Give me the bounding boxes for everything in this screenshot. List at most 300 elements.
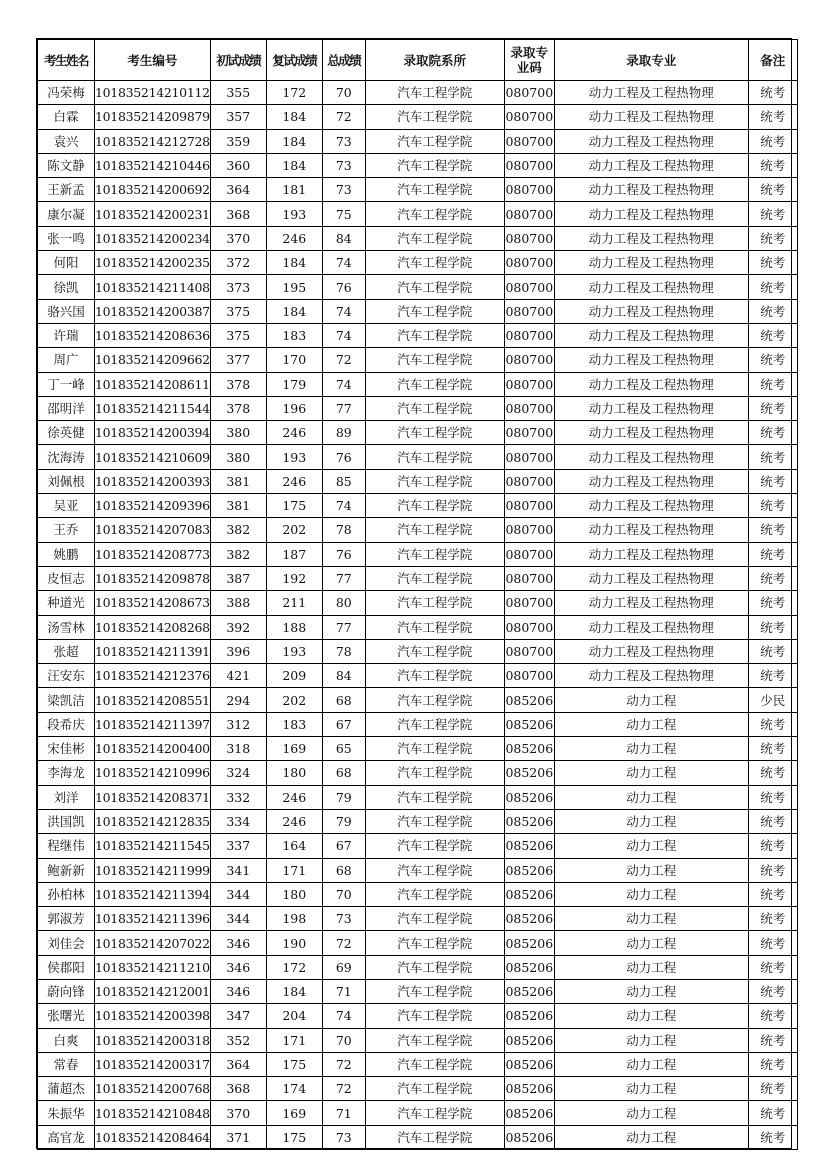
cell-total-score: 72: [322, 105, 365, 129]
cell-department: 汽车工程学院: [365, 785, 504, 809]
cell-major: 动力工程及工程热物理: [554, 323, 748, 347]
cell-department: 汽车工程学院: [365, 639, 504, 663]
table-row: [38, 566, 798, 590]
cell-major-code: 080700: [504, 275, 554, 299]
cell-total-score: 78: [322, 639, 365, 663]
cell-department: 汽车工程学院: [365, 81, 504, 105]
cell-initial-score: 382: [210, 518, 266, 542]
cell-retest-score: 180: [266, 882, 322, 906]
cell-total-score: 77: [322, 566, 365, 590]
cell-department: 汽车工程学院: [365, 1077, 504, 1101]
cell-exam-id: 101835214200398: [95, 1004, 211, 1028]
header-retest-score: 复试成绩: [266, 40, 322, 81]
cell-major-code: 080700: [504, 566, 554, 590]
cell-initial-score: 357: [210, 105, 266, 129]
cell-department: 汽车工程学院: [365, 129, 504, 153]
cell-total-score: 68: [322, 761, 365, 785]
cell-major-code: 080700: [504, 251, 554, 275]
cell-name: 康尔凝: [38, 202, 95, 226]
cell-name: 周广: [38, 348, 95, 372]
cell-name: 刘佩根: [38, 469, 95, 493]
cell-total-score: 75: [322, 202, 365, 226]
cell-exam-id: 101835214200231: [95, 202, 211, 226]
cell-initial-score: 334: [210, 809, 266, 833]
cell-major: 动力工程及工程热物理: [554, 178, 748, 202]
cell-department: 汽车工程学院: [365, 566, 504, 590]
cell-exam-id: 101835214211999: [95, 858, 211, 882]
cell-department: 汽车工程学院: [365, 664, 504, 688]
cell-initial-score: 378: [210, 372, 266, 396]
cell-remark: 统考: [748, 1052, 797, 1076]
table-row: [38, 1004, 798, 1028]
cell-remark: 统考: [748, 129, 797, 153]
cell-name: 刘佳会: [38, 931, 95, 955]
cell-exam-id: 101835214207022: [95, 931, 211, 955]
cell-name: 何阳: [38, 251, 95, 275]
cell-total-score: 74: [322, 251, 365, 275]
cell-remark: 统考: [748, 809, 797, 833]
cell-remark: 少民: [748, 688, 797, 712]
cell-major-code: 085206: [504, 737, 554, 761]
cell-major-code: 085206: [504, 688, 554, 712]
cell-exam-id: 101835214200317: [95, 1052, 211, 1076]
cell-name: 段希庆: [38, 712, 95, 736]
cell-total-score: 70: [322, 1028, 365, 1052]
cell-department: 汽车工程学院: [365, 494, 504, 518]
cell-exam-id: 101835214211210: [95, 955, 211, 979]
table-row: [38, 494, 798, 518]
cell-major-code: 080700: [504, 372, 554, 396]
cell-major: 动力工程: [554, 712, 748, 736]
cell-major: 动力工程: [554, 834, 748, 858]
cell-major-code: 080700: [504, 129, 554, 153]
cell-name: 蒲超杰: [38, 1077, 95, 1101]
cell-name: 徐英健: [38, 421, 95, 445]
cell-initial-score: 375: [210, 323, 266, 347]
cell-major: 动力工程及工程热物理: [554, 664, 748, 688]
table-row: [38, 445, 798, 469]
cell-initial-score: 380: [210, 421, 266, 445]
cell-remark: 统考: [748, 639, 797, 663]
cell-initial-score: 355: [210, 81, 266, 105]
cell-name: 白爽: [38, 1028, 95, 1052]
cell-total-score: 85: [322, 469, 365, 493]
cell-department: 汽车工程学院: [365, 591, 504, 615]
cell-retest-score: 175: [266, 494, 322, 518]
cell-retest-score: 246: [266, 226, 322, 250]
cell-department: 汽车工程学院: [365, 834, 504, 858]
cell-remark: 统考: [748, 518, 797, 542]
cell-name: 姚鹏: [38, 542, 95, 566]
cell-initial-score: 312: [210, 712, 266, 736]
table-row: [38, 1125, 798, 1149]
cell-department: 汽车工程学院: [365, 809, 504, 833]
cell-name: 皮恒志: [38, 566, 95, 590]
cell-remark: 统考: [748, 323, 797, 347]
cell-initial-score: 387: [210, 566, 266, 590]
cell-major: 动力工程及工程热物理: [554, 372, 748, 396]
cell-exam-id: 101835214200768: [95, 1077, 211, 1101]
table-row: [38, 761, 798, 785]
table-row: [38, 178, 798, 202]
cell-initial-score: 372: [210, 251, 266, 275]
cell-major: 动力工程及工程热物理: [554, 615, 748, 639]
table-row: [38, 81, 798, 105]
cell-remark: 统考: [748, 882, 797, 906]
cell-remark: 统考: [748, 712, 797, 736]
cell-department: 汽车工程学院: [365, 299, 504, 323]
cell-major-code: 085206: [504, 1101, 554, 1125]
cell-initial-score: 370: [210, 226, 266, 250]
table-row: [38, 518, 798, 542]
header-total-score: 总成绩: [322, 40, 365, 81]
table-row: [38, 129, 798, 153]
cell-department: 汽车工程学院: [365, 882, 504, 906]
cell-department: 汽车工程学院: [365, 348, 504, 372]
cell-name: 白霖: [38, 105, 95, 129]
cell-retest-score: 172: [266, 955, 322, 979]
table-row: [38, 712, 798, 736]
cell-department: 汽车工程学院: [365, 275, 504, 299]
cell-exam-id: 101835214211391: [95, 639, 211, 663]
table-row: [38, 1077, 798, 1101]
cell-retest-score: 193: [266, 445, 322, 469]
cell-initial-score: 346: [210, 931, 266, 955]
cell-exam-id: 101835214208268: [95, 615, 211, 639]
cell-exam-id: 101835214200692: [95, 178, 211, 202]
cell-department: 汽车工程学院: [365, 323, 504, 347]
cell-total-score: 89: [322, 421, 365, 445]
table-row: [38, 202, 798, 226]
cell-remark: 统考: [748, 396, 797, 420]
cell-remark: 统考: [748, 105, 797, 129]
cell-name: 孙柏林: [38, 882, 95, 906]
cell-retest-score: 169: [266, 1101, 322, 1125]
table-row: [38, 226, 798, 250]
cell-remark: 统考: [748, 955, 797, 979]
cell-name: 吴亚: [38, 494, 95, 518]
cell-department: 汽车工程学院: [365, 372, 504, 396]
cell-retest-score: 198: [266, 907, 322, 931]
cell-major-code: 085206: [504, 858, 554, 882]
cell-exam-id: 101835214210996: [95, 761, 211, 785]
cell-exam-id: 101835214212728: [95, 129, 211, 153]
header-exam-id: 考生编号: [95, 40, 211, 81]
cell-initial-score: 368: [210, 1077, 266, 1101]
cell-remark: 统考: [748, 566, 797, 590]
cell-major: 动力工程及工程热物理: [554, 275, 748, 299]
cell-remark: 统考: [748, 226, 797, 250]
cell-major-code: 080700: [504, 323, 554, 347]
cell-major: 动力工程: [554, 1028, 748, 1052]
cell-remark: 统考: [748, 834, 797, 858]
cell-remark: 统考: [748, 858, 797, 882]
cell-total-score: 78: [322, 518, 365, 542]
cell-exam-id: 101835214200394: [95, 421, 211, 445]
cell-major: 动力工程及工程热物理: [554, 348, 748, 372]
cell-major-code: 085206: [504, 1077, 554, 1101]
cell-exam-id: 101835214209878: [95, 566, 211, 590]
table-row: [38, 323, 798, 347]
cell-exam-id: 101835214210112: [95, 81, 211, 105]
cell-exam-id: 101835214207083: [95, 518, 211, 542]
cell-retest-score: 192: [266, 566, 322, 590]
table-row: [38, 639, 798, 663]
header-remark: 备注: [748, 40, 797, 81]
cell-major: 动力工程: [554, 882, 748, 906]
cell-department: 汽车工程学院: [365, 518, 504, 542]
cell-initial-score: 396: [210, 639, 266, 663]
cell-remark: 统考: [748, 542, 797, 566]
cell-total-score: 76: [322, 275, 365, 299]
cell-total-score: 76: [322, 445, 365, 469]
cell-total-score: 67: [322, 834, 365, 858]
cell-total-score: 84: [322, 664, 365, 688]
cell-total-score: 74: [322, 299, 365, 323]
cell-remark: 统考: [748, 202, 797, 226]
cell-exam-id: 101835214208636: [95, 323, 211, 347]
cell-total-score: 74: [322, 494, 365, 518]
cell-initial-score: 382: [210, 542, 266, 566]
cell-total-score: 72: [322, 1052, 365, 1076]
cell-major: 动力工程: [554, 785, 748, 809]
cell-major: 动力工程及工程热物理: [554, 421, 748, 445]
cell-exam-id: 101835214211397: [95, 712, 211, 736]
cell-major-code: 080700: [504, 396, 554, 420]
cell-major-code: 085206: [504, 712, 554, 736]
cell-remark: 统考: [748, 251, 797, 275]
cell-remark: 统考: [748, 1125, 797, 1149]
cell-total-score: 70: [322, 81, 365, 105]
cell-initial-score: 381: [210, 494, 266, 518]
cell-major-code: 080700: [504, 518, 554, 542]
cell-name: 张超: [38, 639, 95, 663]
table-row: [38, 688, 798, 712]
cell-name: 张一鸣: [38, 226, 95, 250]
cell-remark: 统考: [748, 372, 797, 396]
cell-initial-score: 347: [210, 1004, 266, 1028]
cell-remark: 统考: [748, 299, 797, 323]
cell-exam-id: 101835214211545: [95, 834, 211, 858]
cell-exam-id: 101835214211544: [95, 396, 211, 420]
cell-retest-score: 184: [266, 251, 322, 275]
cell-major: 动力工程及工程热物理: [554, 81, 748, 105]
cell-major: 动力工程及工程热物理: [554, 396, 748, 420]
cell-major-code: 085206: [504, 979, 554, 1003]
cell-exam-id: 101835214210609: [95, 445, 211, 469]
cell-remark: 统考: [748, 615, 797, 639]
header-major: 录取专业: [554, 40, 748, 81]
cell-initial-score: 368: [210, 202, 266, 226]
cell-retest-score: 202: [266, 688, 322, 712]
cell-department: 汽车工程学院: [365, 421, 504, 445]
cell-remark: 统考: [748, 785, 797, 809]
header-major-code: 录取专业码: [504, 40, 554, 81]
cell-major-code: 080700: [504, 421, 554, 445]
cell-major-code: 080700: [504, 105, 554, 129]
cell-total-score: 68: [322, 688, 365, 712]
cell-retest-score: 246: [266, 809, 322, 833]
cell-major: 动力工程及工程热物理: [554, 299, 748, 323]
cell-name: 蔚向锋: [38, 979, 95, 1003]
cell-department: 汽车工程学院: [365, 907, 504, 931]
cell-retest-score: 187: [266, 542, 322, 566]
cell-department: 汽车工程学院: [365, 1052, 504, 1076]
table-row: [38, 737, 798, 761]
cell-initial-score: 352: [210, 1028, 266, 1052]
cell-exam-id: 101835214211394: [95, 882, 211, 906]
cell-major: 动力工程: [554, 931, 748, 955]
cell-total-score: 79: [322, 809, 365, 833]
cell-major-code: 085206: [504, 761, 554, 785]
cell-major-code: 085206: [504, 1028, 554, 1052]
cell-department: 汽车工程学院: [365, 178, 504, 202]
admission-table: [37, 39, 798, 1150]
cell-remark: 统考: [748, 421, 797, 445]
cell-remark: 统考: [748, 664, 797, 688]
cell-remark: 统考: [748, 1004, 797, 1028]
cell-retest-score: 246: [266, 785, 322, 809]
cell-department: 汽车工程学院: [365, 396, 504, 420]
cell-exam-id: 101835214212376: [95, 664, 211, 688]
cell-major: 动力工程及工程热物理: [554, 445, 748, 469]
table-row: [38, 372, 798, 396]
cell-total-score: 71: [322, 1101, 365, 1125]
cell-department: 汽车工程学院: [365, 688, 504, 712]
cell-major: 动力工程及工程热物理: [554, 469, 748, 493]
header-name: 考生姓名: [38, 40, 95, 81]
cell-major-code: 080700: [504, 153, 554, 177]
cell-total-score: 74: [322, 372, 365, 396]
cell-initial-score: 344: [210, 882, 266, 906]
table-row: [38, 882, 798, 906]
cell-exam-id: 101835214200235: [95, 251, 211, 275]
cell-name: 张曙光: [38, 1004, 95, 1028]
cell-department: 汽车工程学院: [365, 955, 504, 979]
header-department: 录取院系所: [365, 40, 504, 81]
cell-name: 陈文静: [38, 153, 95, 177]
cell-major: 动力工程: [554, 1052, 748, 1076]
cell-remark: 统考: [748, 591, 797, 615]
cell-department: 汽车工程学院: [365, 542, 504, 566]
cell-initial-score: 375: [210, 299, 266, 323]
cell-major-code: 085206: [504, 785, 554, 809]
cell-retest-score: 183: [266, 323, 322, 347]
cell-major: 动力工程: [554, 688, 748, 712]
cell-department: 汽车工程学院: [365, 105, 504, 129]
cell-major: 动力工程及工程热物理: [554, 202, 748, 226]
cell-department: 汽车工程学院: [365, 251, 504, 275]
table-row: [38, 591, 798, 615]
cell-retest-score: 246: [266, 469, 322, 493]
table-row: [38, 1052, 798, 1076]
cell-major: 动力工程及工程热物理: [554, 153, 748, 177]
cell-major-code: 080700: [504, 639, 554, 663]
cell-initial-score: 337: [210, 834, 266, 858]
cell-department: 汽车工程学院: [365, 737, 504, 761]
cell-remark: 统考: [748, 1077, 797, 1101]
cell-remark: 统考: [748, 494, 797, 518]
cell-total-score: 73: [322, 178, 365, 202]
cell-retest-score: 209: [266, 664, 322, 688]
cell-department: 汽车工程学院: [365, 1101, 504, 1125]
cell-initial-score: 346: [210, 955, 266, 979]
table-row: [38, 153, 798, 177]
cell-name: 洪国凯: [38, 809, 95, 833]
cell-total-score: 72: [322, 1077, 365, 1101]
cell-major: 动力工程及工程热物理: [554, 226, 748, 250]
table-row: [38, 469, 798, 493]
cell-major-code: 085206: [504, 834, 554, 858]
cell-remark: 统考: [748, 761, 797, 785]
table-row: [38, 785, 798, 809]
cell-retest-score: 181: [266, 178, 322, 202]
cell-name: 邵明洋: [38, 396, 95, 420]
cell-name: 种道光: [38, 591, 95, 615]
cell-remark: 统考: [748, 1101, 797, 1125]
cell-total-score: 74: [322, 1004, 365, 1028]
cell-exam-id: 101835214211396: [95, 907, 211, 931]
cell-retest-score: 180: [266, 761, 322, 785]
cell-name: 常春: [38, 1052, 95, 1076]
cell-major: 动力工程: [554, 1125, 748, 1149]
cell-major-code: 085206: [504, 1004, 554, 1028]
cell-major-code: 080700: [504, 226, 554, 250]
table-row: [38, 931, 798, 955]
cell-retest-score: 195: [266, 275, 322, 299]
cell-initial-score: 370: [210, 1101, 266, 1125]
cell-retest-score: 179: [266, 372, 322, 396]
cell-total-score: 84: [322, 226, 365, 250]
cell-major: 动力工程: [554, 955, 748, 979]
cell-name: 徐凯: [38, 275, 95, 299]
table-row: [38, 615, 798, 639]
cell-initial-score: 360: [210, 153, 266, 177]
cell-name: 沈海涛: [38, 445, 95, 469]
cell-retest-score: 164: [266, 834, 322, 858]
table-row: [38, 979, 798, 1003]
cell-exam-id: 101835214200400: [95, 737, 211, 761]
cell-exam-id: 101835214209879: [95, 105, 211, 129]
cell-initial-score: 341: [210, 858, 266, 882]
cell-department: 汽车工程学院: [365, 1028, 504, 1052]
cell-retest-score: 171: [266, 1028, 322, 1052]
cell-major-code: 085206: [504, 809, 554, 833]
cell-major-code: 080700: [504, 178, 554, 202]
table-row: [38, 396, 798, 420]
cell-major: 动力工程及工程热物理: [554, 639, 748, 663]
cell-retest-score: 174: [266, 1077, 322, 1101]
cell-total-score: 73: [322, 153, 365, 177]
cell-initial-score: 318: [210, 737, 266, 761]
cell-major-code: 080700: [504, 542, 554, 566]
cell-department: 汽车工程学院: [365, 1004, 504, 1028]
cell-major: 动力工程及工程热物理: [554, 105, 748, 129]
cell-initial-score: 373: [210, 275, 266, 299]
cell-major: 动力工程: [554, 809, 748, 833]
cell-exam-id: 101835214209662: [95, 348, 211, 372]
cell-name: 袁兴: [38, 129, 95, 153]
cell-retest-score: 188: [266, 615, 322, 639]
cell-major: 动力工程及工程热物理: [554, 591, 748, 615]
table-row: [38, 105, 798, 129]
cell-exam-id: 101835214208464: [95, 1125, 211, 1149]
cell-initial-score: 377: [210, 348, 266, 372]
cell-retest-score: 175: [266, 1052, 322, 1076]
cell-initial-score: 359: [210, 129, 266, 153]
cell-department: 汽车工程学院: [365, 979, 504, 1003]
cell-total-score: 73: [322, 129, 365, 153]
